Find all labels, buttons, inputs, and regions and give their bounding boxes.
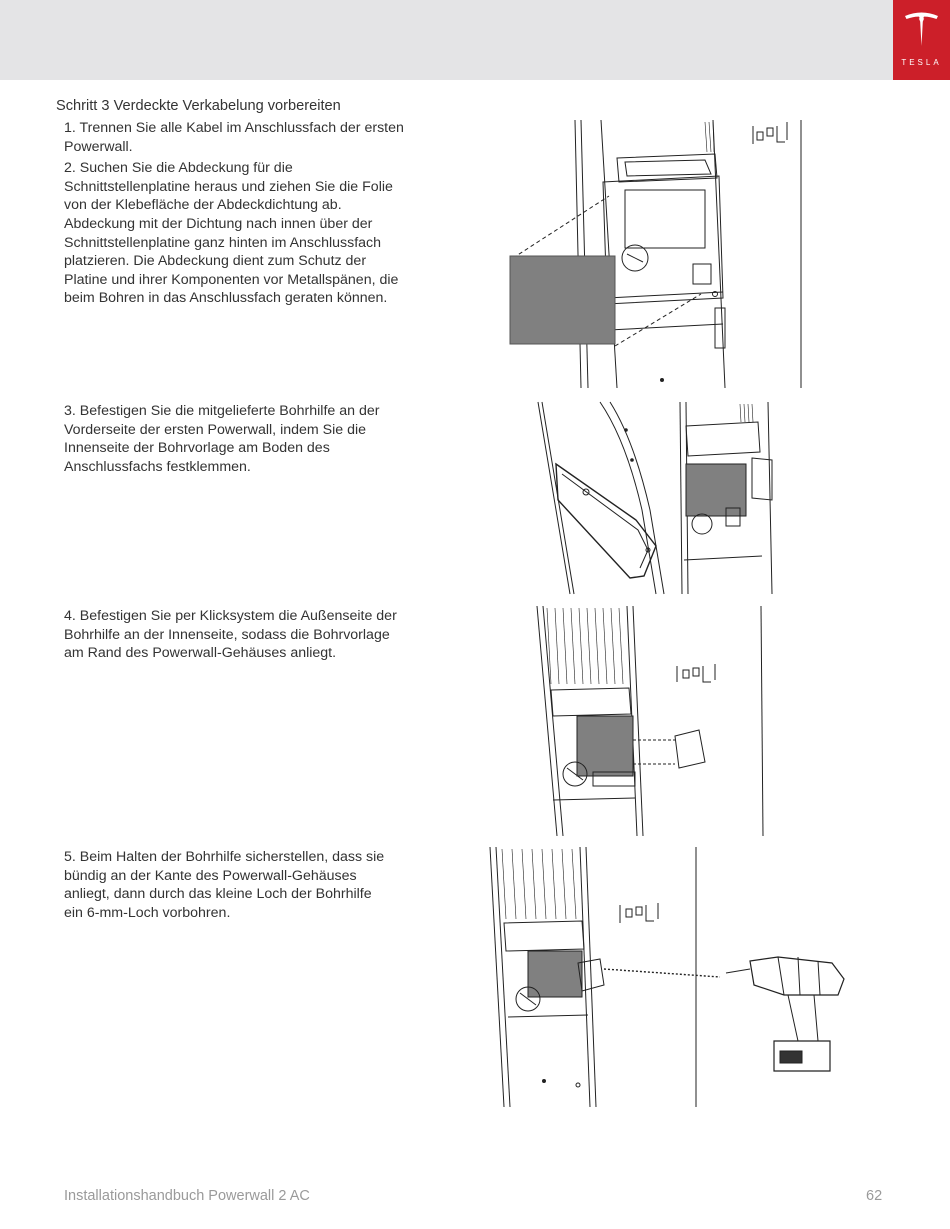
- drill-guide-attach-illustration: [536, 400, 776, 596]
- header-band: [0, 0, 950, 80]
- step-1-paragraph: 1. Trennen Sie alle Kabel im Anschlussfach der ersten Powerwall.: [64, 120, 404, 155]
- step-2-paragraph: 2. Suchen Sie die Abdeckung für die Schnittstellenplatine heraus und ziehen Sie die Folie von der Klebefläche der Abdeckdichtung ab. Abdeckung mit der Dichtung nach innen über der Schnittstellenplatine ganz hinten im Anschlussfach platzieren. Die Abdeckung dient zum Schutz der Platine und ihrer Komponenten vor Metallspänen, die beim Bohren in das Anschlussfach geraten können.: [64, 160, 399, 307]
- drill-pilot-hole-illustration: [488, 845, 848, 1109]
- drill-guide-click-illustration: [533, 604, 773, 838]
- footer-document-title: Installationshandbuch Powerwall 2 AC: [64, 1188, 310, 1204]
- tesla-logo-icon: [893, 0, 950, 60]
- step-4-text: [64, 607, 404, 663]
- step-5-paragraph: 5. Beim Halten der Bohrhilfe sicherstellen, dass sie bündig an der Kante des Powerwall-Gehäuses anliegt, dann durch das kleine Loch der Bohrhilfe ein 6-mm-Loch vorbohren.: [64, 849, 385, 921]
- tesla-logo: [893, 0, 950, 80]
- step-5-text: [64, 848, 389, 922]
- section-title: Schritt 3 Verdeckte Verkabelung vorbereiten: [56, 98, 341, 114]
- tesla-wordmark: TESLA: [901, 58, 942, 67]
- step-3-text: [64, 402, 409, 476]
- page-number: 62: [866, 1188, 883, 1204]
- interface-board-cover-illustration: [505, 118, 805, 390]
- step-3-paragraph: 3. Befestigen Sie die mitgelieferte Bohrhilfe an der Vorderseite der ersten Powerwall, indem Sie die Innenseite der Bohrvorlage am Boden des Anschlussfachs festklemmen.: [64, 403, 380, 475]
- step-4-paragraph: 4. Befestigen Sie per Klicksystem die Außenseite der Bohrhilfe an der Innenseite, sodass die Bohrvorlage am Rand des Powerwall-Gehäuses anliegt.: [64, 608, 397, 662]
- step-1-2-text: [64, 119, 404, 308]
